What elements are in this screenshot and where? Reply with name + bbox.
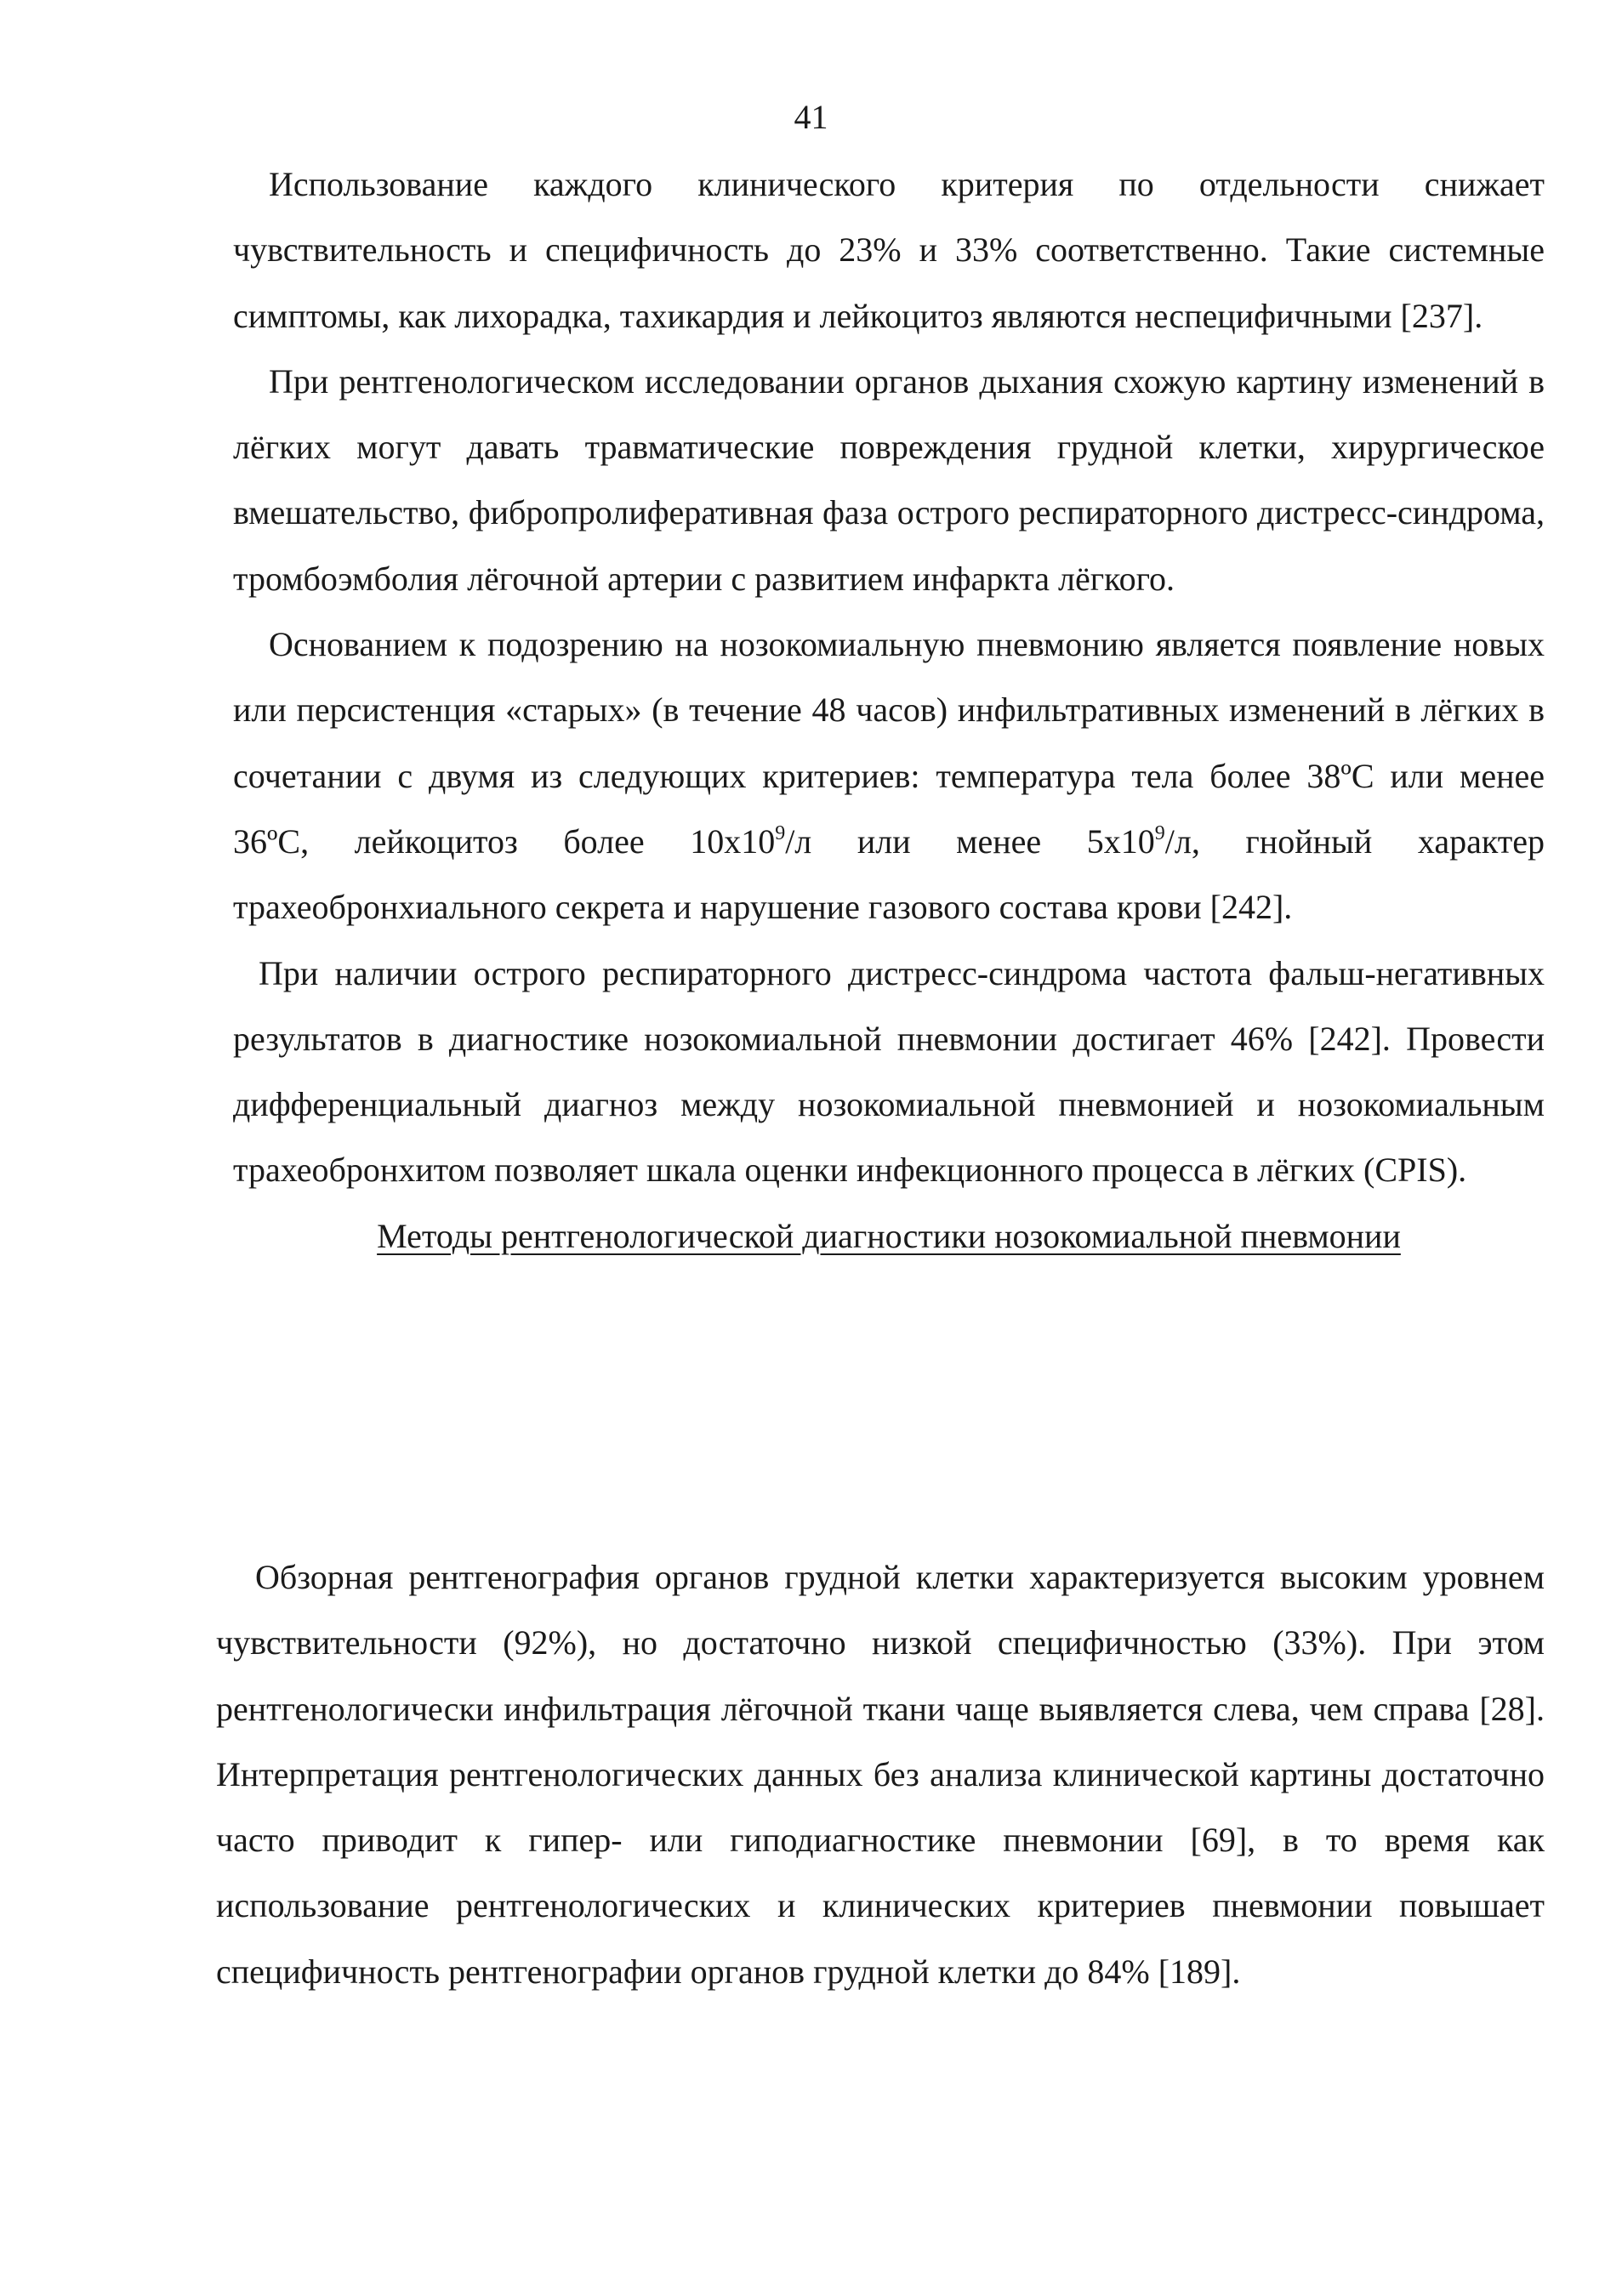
page-body <box>233 151 1545 1269</box>
paragraph-5: Обзорная рентгенография органов грудной клетки характеризуется высоким уровнем чувствительности (92%), но достаточно низкой специфичностью (33%). При этом рентгенологически инфильтрация лёгочной ткани чаще выявляется слева, чем справа [28]. Интерпретация рентгенологических данных без анализа клинической картины достаточно часто приводит к гипер- или гиподиагностике пневмонии [69], в то время как использование рентгенологических и клинических критериев пневмонии повышает специфичность рентгенографии органов грудной клетки до 84% [189]. <box>216 1558 1545 1991</box>
paragraph-3-part-2: /л или менее 5х10 <box>785 821 1155 861</box>
paragraph-2: При рентгенологическом исследовании органов дыхания схожую картину изменений в лёгких могут давать травматические повреждения грудной клетки, хирургическое вмешательство, фибропролиферативная фаза острого респираторного дистресс-синдрома, тромбоэмболия лёгочной артерии с развитием инфаркта лёгкого. <box>233 361 1545 598</box>
section-heading: Методы рентгенологической диагностики нозокомиальной пневмонии <box>377 1216 1401 1255</box>
paragraph-3-part-3: /л, гнойный характер трахеобронхиального секрета и нарушение газового состава крови [242]. <box>233 821 1545 927</box>
exponent-2: 9 <box>1154 821 1165 844</box>
paragraph-3-part-1: Основанием к подозрению на нозокомиальную пневмонию является появление новых или персистенция «старых» (в течение 48 часов) инфильтративных изменений в лёгких в сочетании с двумя из следующих критериев: температура тела более 38ºС или менее 36ºС, лейкоцитоз более 10х10 <box>233 625 1545 861</box>
exponent-1: 9 <box>775 821 786 844</box>
paragraph-1: Использование каждого клинического критерия по отдельности снижает чувствительность и специфичность до 23% и 33% соответственно. Такие системные симптомы, как лихорадка, тахикардия и лейкоцитоз являются неспецифичными [237]. <box>233 165 1545 335</box>
page-number: 41 <box>794 98 828 136</box>
page-body-lower <box>216 1544 1545 2004</box>
paragraph-4: При наличии острого респираторного дистресс-синдрома частота фальш-негативных результатов в диагностике нозокомиальной пневмонии достигает 46% [242]. Провести дифференциальный диагноз между нозокомиальной пневмонией и нозокомиальным трахеобронхитом позволяет шкала оценки инфекционного процесса в лёгких (CPIS). <box>233 953 1545 1190</box>
paragraph-3 <box>233 611 1545 940</box>
